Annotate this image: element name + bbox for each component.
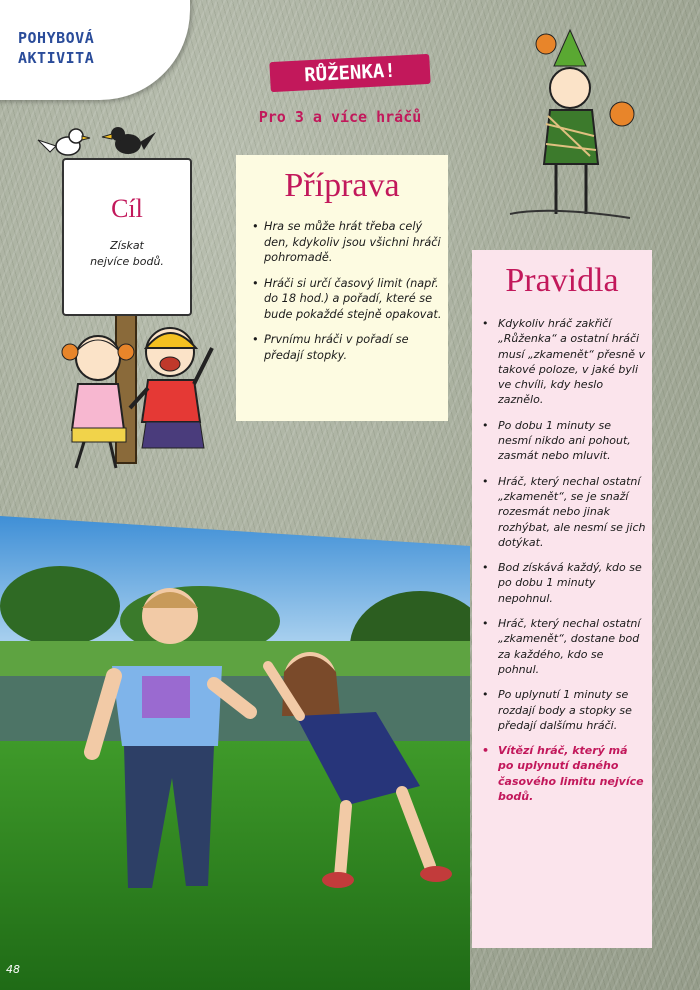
goal-text-line2: nejvíce bodů. (90, 255, 164, 268)
badge-line2: AKTIVITA (18, 49, 95, 67)
activity-badge (0, 0, 190, 100)
page-title: RŮŽENKA! (269, 54, 430, 92)
badge-line1: POHYBOVÁ (18, 29, 95, 47)
children-playing-photo (0, 516, 470, 990)
badge-label (18, 28, 94, 68)
preparation-item: • Prvnímu hráči v pořadí se předají stopky. (252, 332, 442, 363)
preparation-box (236, 155, 448, 421)
cartoon-kids-illustration (50, 318, 225, 488)
rules-winner-item: • Vítězí hráč, který má po uplynutí daného časového limitu nejvíce bodů. (482, 743, 646, 804)
rules-item: • Po dobu 1 minuty se nesmí nikdo ani pohout, zasmát nebo mluvit. (482, 418, 646, 464)
preparation-item: • Hráči si určí časový limit (např. do 18 hod.) a pořadí, které se bude pokaždé stejně opakovat. (252, 276, 442, 323)
mummy-girl-illustration (490, 14, 640, 224)
rules-item: • Hráč, který nechal ostatní „zkamenět“, se je snaží rozesmát nebo jinak rozhýbat, ale nesmí se jich dotýkat. (482, 474, 646, 550)
goal-text-line1: Získat (110, 239, 144, 252)
preparation-list (252, 219, 442, 373)
rules-item: • Bod získává každý, kdo se po dobu 1 minuty nepohnul. (482, 560, 646, 606)
rules-list (482, 316, 646, 814)
preparation-heading: Příprava (284, 167, 400, 204)
rules-heading: Pravidla (505, 262, 619, 299)
goal-text (64, 238, 190, 270)
goal-sign (62, 158, 192, 316)
page-number: 48 (6, 963, 20, 976)
page-subtitle: Pro 3 a více hráčů (258, 108, 422, 126)
rules-item: • Kdykoliv hráč zakřičí „Růženka“ a ostatní hráči musí „zkamenět“ přesně v takové poloze, v jaké byli ve chvíli, kdy heslo zaznělo. (482, 316, 646, 408)
rules-item: • Hráč, který nechal ostatní „zkamenět“, dostane bod za každého, kdo se pohnul. (482, 616, 646, 677)
goal-heading: Cíl (111, 194, 143, 223)
preparation-item: • Hra se může hrát třeba celý den, kdykoliv jsou všichni hráči pohromadě. (252, 219, 442, 266)
rules-box (472, 250, 652, 948)
title-banner (270, 58, 430, 90)
rules-item: • Po uplynutí 1 minuty se rozdají body a stopky se předají dalšímu hráči. (482, 687, 646, 733)
